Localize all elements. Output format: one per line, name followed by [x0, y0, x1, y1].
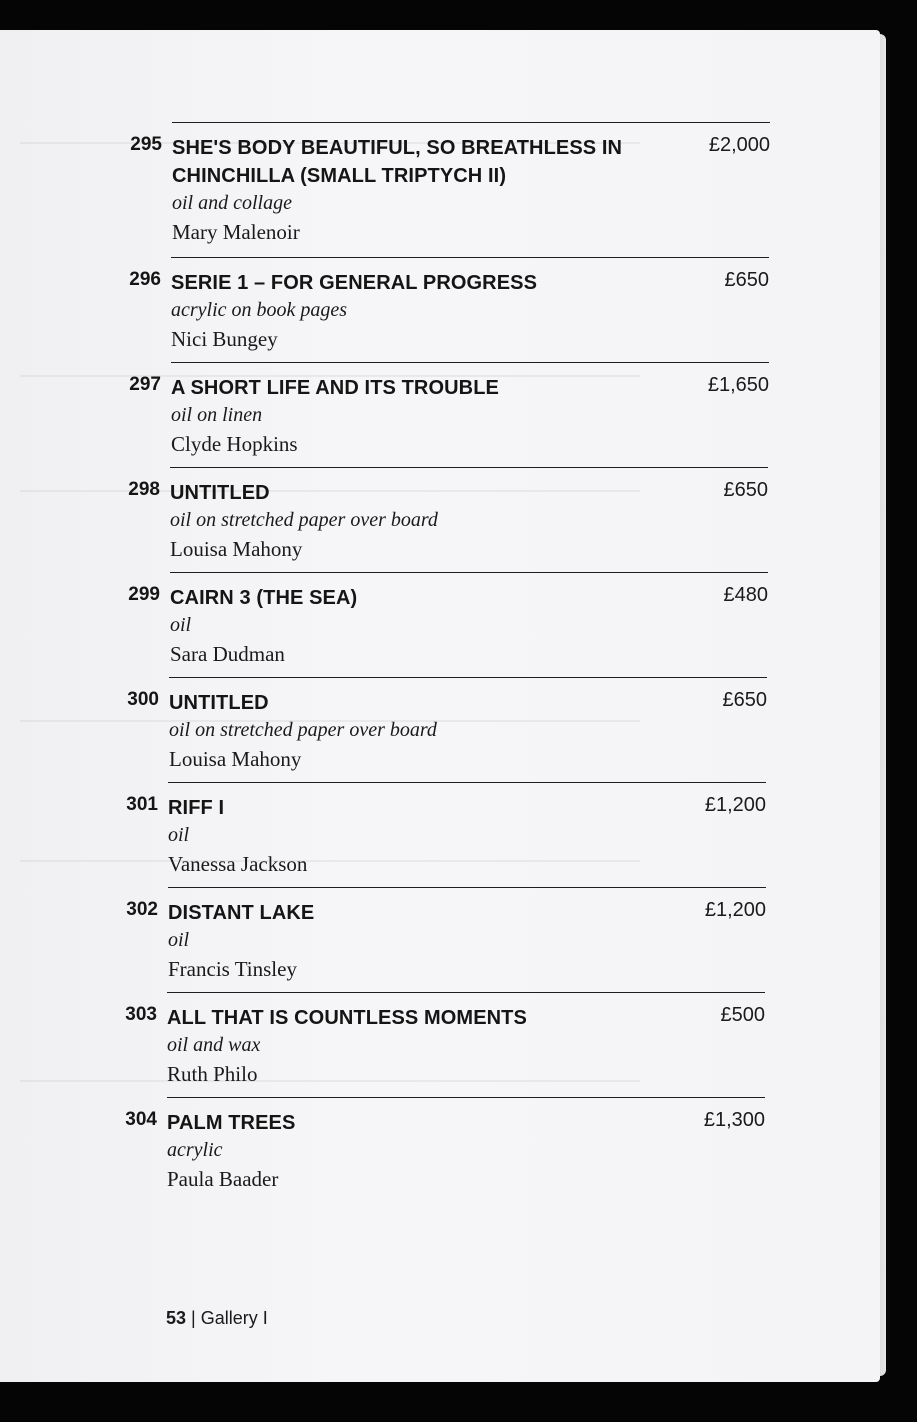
page-footer	[166, 1308, 268, 1329]
lot-number: 298	[128, 479, 160, 500]
section-name: Gallery I	[200, 1308, 268, 1328]
page-number: 53	[166, 1308, 187, 1328]
artwork-title	[171, 269, 651, 297]
artist-name: Clyde Hopkins	[171, 432, 298, 456]
entry-divider	[169, 677, 767, 678]
entry-divider	[172, 122, 770, 123]
artwork-price: £1,650	[707, 374, 769, 396]
artwork-title-line: RIFF I	[168, 797, 225, 819]
artwork-medium: oil	[168, 824, 190, 846]
artwork-title-line: ALL THAT IS COUNTLESS MOMENTS	[167, 1007, 527, 1029]
artwork-title-line: A SHORT LIFE AND ITS TROUBLE	[171, 377, 499, 399]
artist-name: Vanessa Jackson	[168, 852, 308, 876]
artist-name: Sara Dudman	[170, 642, 285, 666]
artwork-title	[167, 1109, 647, 1137]
artwork-title	[168, 794, 648, 822]
lot-number: 302	[126, 899, 158, 920]
artwork-medium: oil	[170, 614, 192, 636]
artwork-price: £1,200	[704, 794, 766, 816]
artwork-title	[168, 899, 648, 927]
artwork-medium: oil and collage	[172, 192, 292, 214]
artwork-price: £1,300	[703, 1109, 765, 1131]
artwork-title	[170, 479, 650, 507]
artwork-title	[167, 1004, 647, 1032]
artwork-medium: oil and wax	[167, 1034, 261, 1056]
artwork-title-line: UNTITLED	[169, 692, 269, 714]
artwork-price: £650	[724, 269, 769, 291]
artwork-medium: oil on linen	[171, 404, 263, 426]
artwork-medium: oil on stretched paper over board	[169, 719, 437, 741]
artwork-title	[172, 134, 652, 190]
artwork-title-line: SERIE 1 – FOR GENERAL PROGRESS	[171, 272, 538, 294]
artwork-title	[169, 689, 649, 717]
artwork-title-line: UNTITLED	[170, 482, 270, 504]
entry-divider	[168, 782, 766, 783]
lot-number: 303	[125, 1004, 157, 1025]
entry-divider	[167, 992, 765, 993]
entry-divider	[170, 467, 768, 468]
artwork-price: £480	[723, 584, 768, 606]
entry-divider	[167, 1097, 765, 1098]
lot-number: 297	[129, 374, 161, 395]
lot-number: 299	[128, 584, 160, 605]
artwork-medium: acrylic on book pages	[171, 299, 348, 321]
artwork-title-line: CAIRN 3 (THE SEA)	[170, 587, 358, 609]
entry-divider	[170, 572, 768, 573]
lot-number: 304	[125, 1109, 157, 1130]
artist-name: Louisa Mahony	[169, 747, 302, 771]
artwork-title-line: DISTANT LAKE	[168, 902, 315, 924]
artwork-medium: oil on stretched paper over board	[170, 509, 438, 531]
artwork-title	[170, 584, 650, 612]
artist-name: Francis Tinsley	[168, 957, 297, 981]
footer-separator: |	[191, 1308, 196, 1328]
artist-name: Mary Malenoir	[172, 220, 300, 244]
artwork-price: £650	[723, 479, 768, 501]
artwork-title	[171, 374, 651, 402]
entry-divider	[168, 887, 766, 888]
artwork-title-line: PALM TREES	[167, 1112, 296, 1134]
lot-number: 296	[129, 269, 161, 290]
artwork-title-line: CHINCHILLA (SMALL TRIPTYCH II)	[172, 165, 507, 187]
lot-number: 300	[127, 689, 159, 710]
entry-divider	[171, 362, 769, 363]
artwork-price: £650	[722, 689, 767, 711]
artwork-title-line: SHE'S BODY BEAUTIFUL, SO BREATHLESS IN	[172, 137, 623, 159]
artist-name: Ruth Philo	[167, 1062, 258, 1086]
catalogue-page	[0, 30, 880, 1382]
artist-name: Nici Bungey	[171, 327, 278, 351]
artwork-price: £500	[720, 1004, 765, 1026]
artist-name: Paula Baader	[167, 1167, 279, 1191]
artwork-medium: oil	[168, 929, 190, 951]
artwork-price: £1,200	[704, 899, 766, 921]
entry-divider	[171, 257, 769, 258]
lot-number: 301	[126, 794, 158, 815]
lot-number: 295	[130, 134, 162, 155]
artwork-price: £2,000	[708, 134, 770, 156]
artist-name: Louisa Mahony	[170, 537, 303, 561]
artwork-medium: acrylic	[167, 1139, 223, 1161]
